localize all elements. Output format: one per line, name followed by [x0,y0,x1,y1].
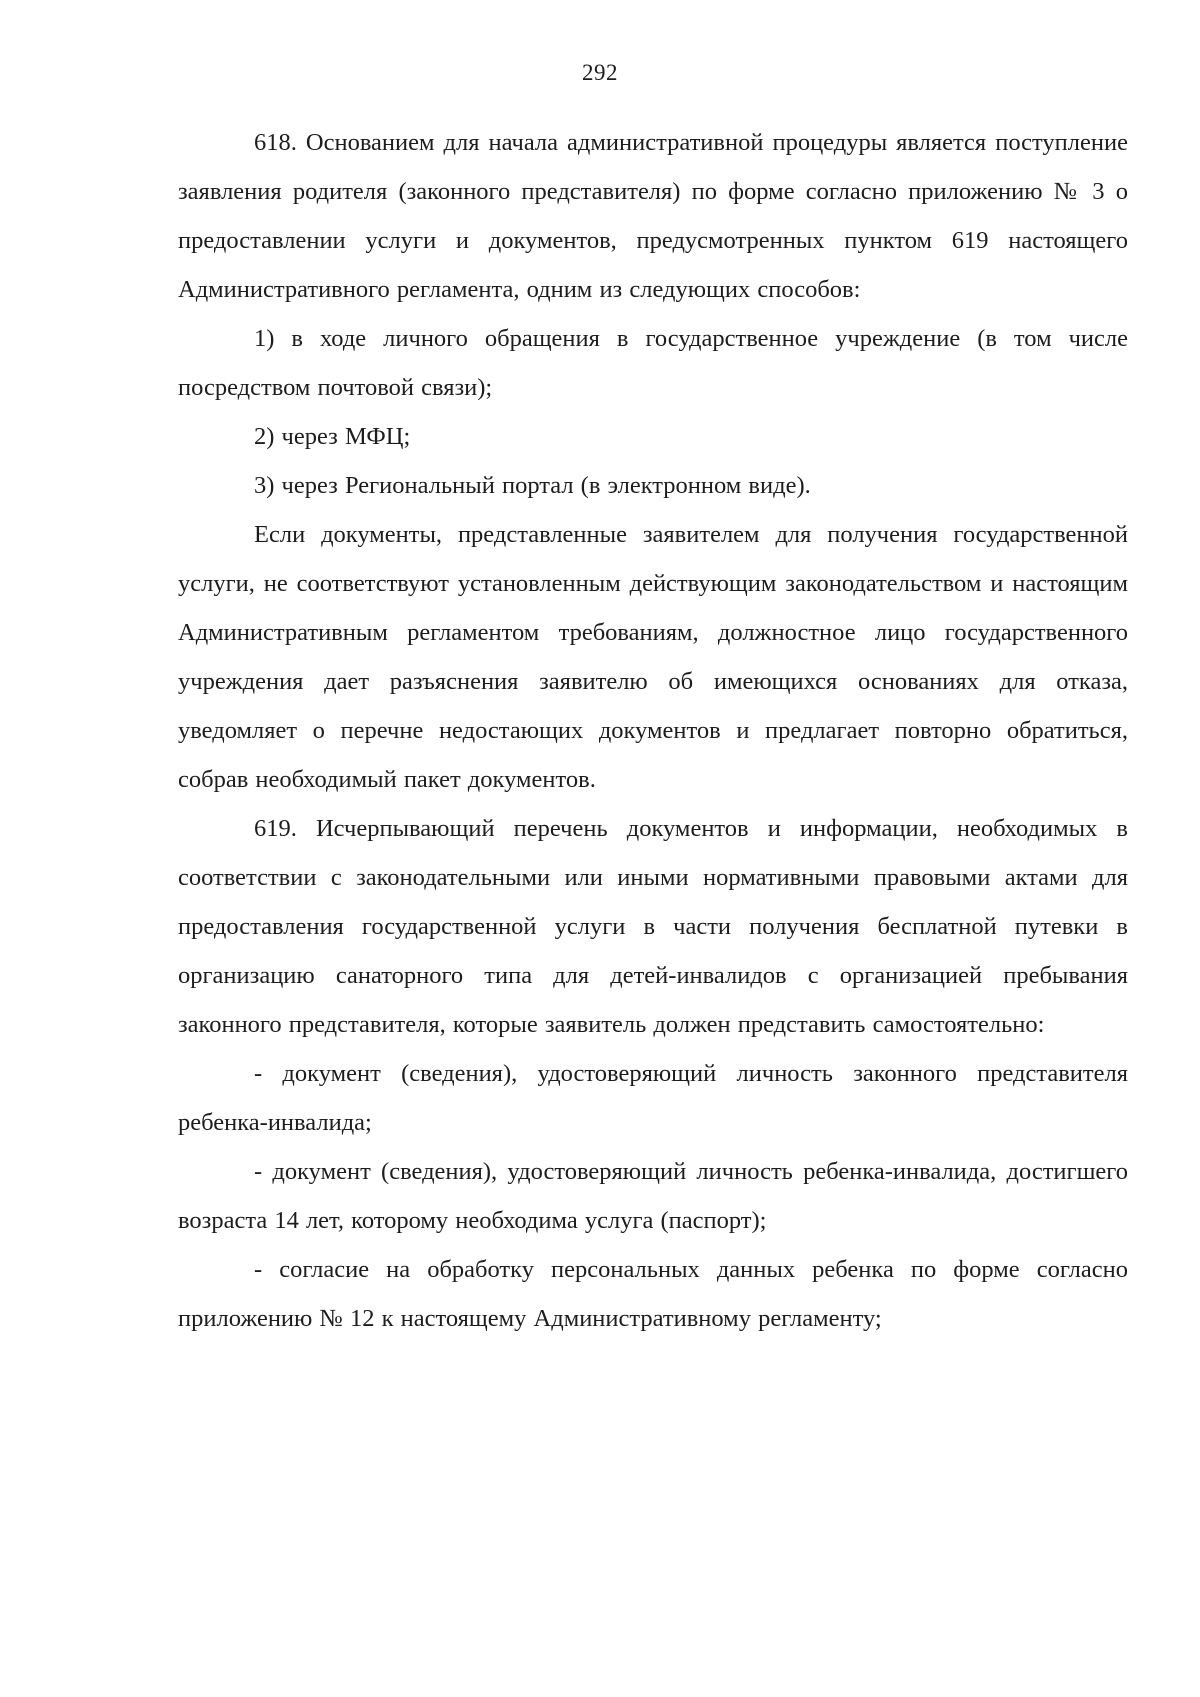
bullet-item-representative-id: - документ (сведения), удостоверяющий личность законного представителя ребенка-инвалида; [178,1060,1128,1136]
paragraph-619: 619. Исчерпывающий перечень документов и информации, необходимых в соответствии с законодательными или иными нормативными правовыми актами для предоставления государственной услуги в части получения бесплатной путевки в организацию санаторного типа для детей-инвалидов с организацией пребывания законного представителя, которые заявитель должен представить самостоятельно: [178,815,1128,1038]
bullet-item-child-id: - документ (сведения), удостоверяющий личность ребенка-инвалида, достигшего возраста 14 лет, которому необходима услуга (паспорт); [178,1158,1128,1234]
paragraph-rejection: Если документы, представленные заявителем для получения государственной услуги, не соответствуют установленным действующим законодательством и настоящим Административным регламентом требованиям, должностное лицо государственного учреждения дает разъяснения заявителю об имеющихся основаниях для отказа, уведомляет о перечне недостающих документов и предлагает повторно обратиться, собрав необходимый пакет документов. [178,521,1128,793]
list-item-2: 2) через МФЦ; [254,423,411,450]
list-item-3: 3) через Региональный портал (в электронном виде). [254,472,811,499]
bullet-item-consent: - согласие на обработку персональных данных ребенка по форме согласно приложению № 12 к настоящему Административному регламенту; [178,1256,1128,1332]
page-number: 292 [582,60,618,85]
document-body [178,118,1128,1343]
paragraph-618: 618. Основанием для начала административной процедуры является поступление заявления родителя (законного представителя) по форме согласно приложению № 3 о предоставлении услуги и документов, предусмотренных пунктом 619 настоящего Административного регламента, одним из следующих способов: [178,129,1128,303]
list-item-1: 1) в ходе личного обращения в государственное учреждение (в том числе посредством почтовой связи); [178,325,1128,401]
